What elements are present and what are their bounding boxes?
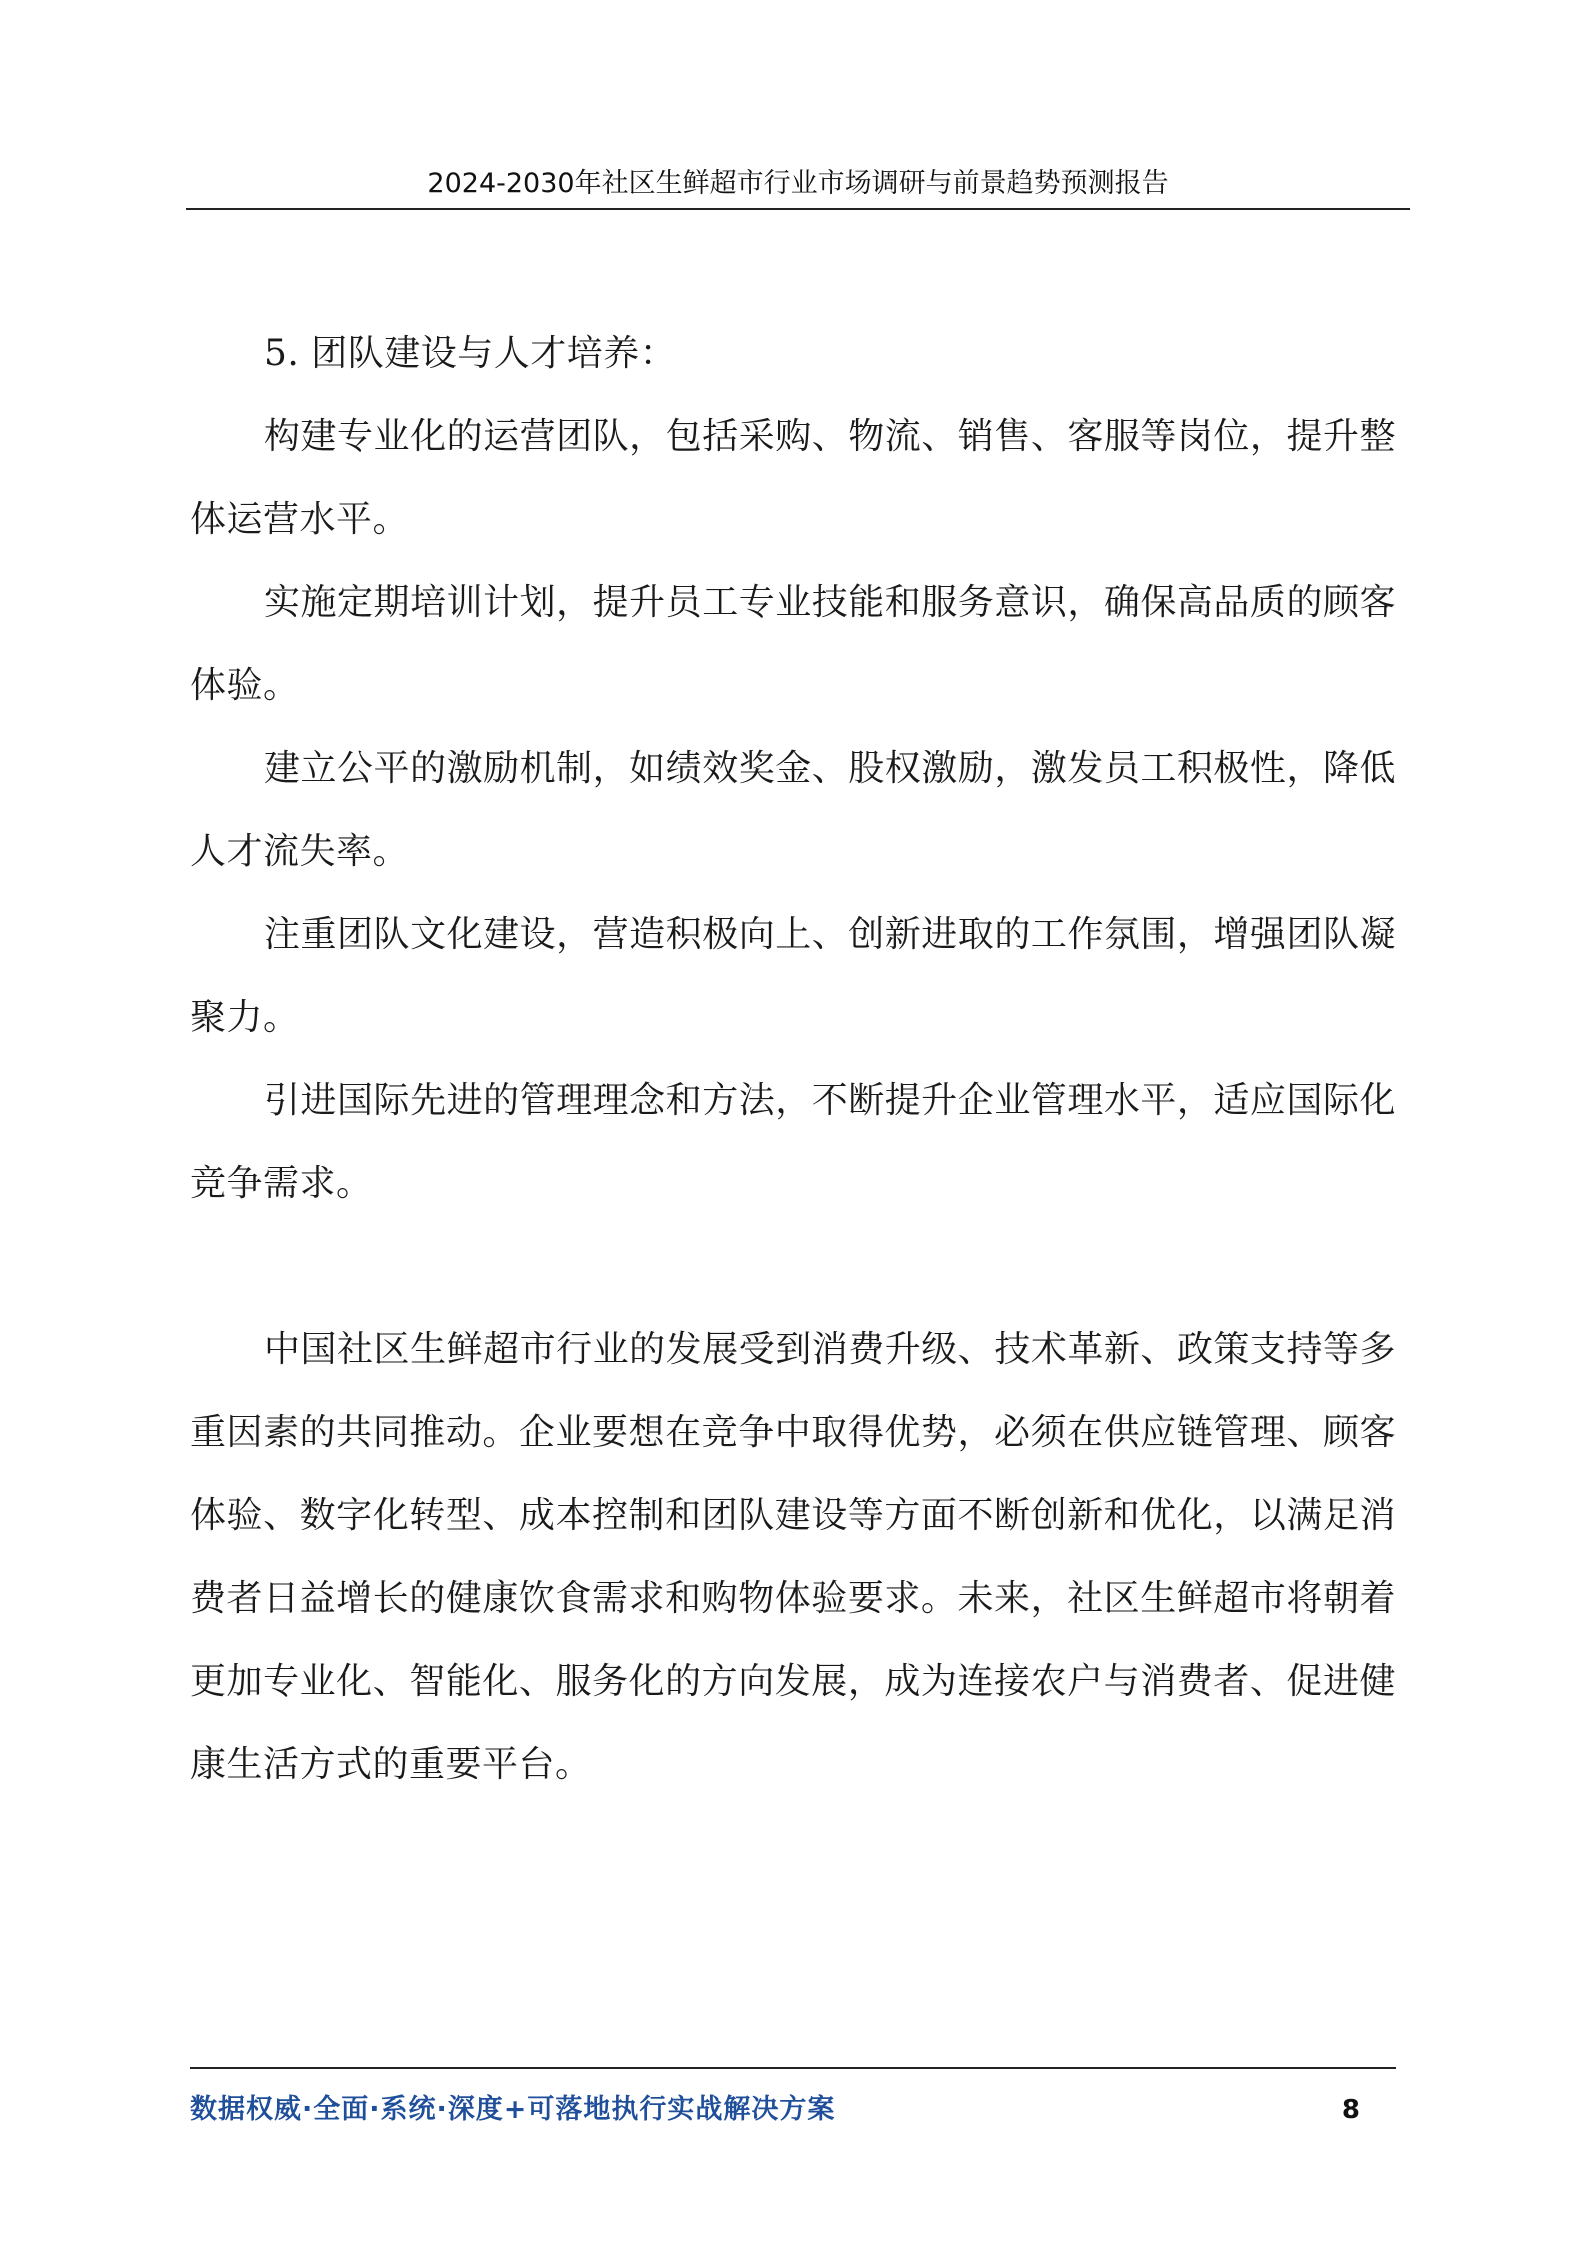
paragraph: 构建专业化的运营团队，包括采购、物流、销售、客服等岗位，提升整体运营水平。 [190, 416, 1396, 540]
paragraph: 注重团队文化建设，营造积极向上、创新进取的工作氛围，增强团队凝聚力。 [190, 914, 1396, 1038]
paragraph-spacer [190, 1225, 1396, 1308]
footer-slogan: 数据权威·全面·系统·深度+可落地执行实战解决方案 [190, 2094, 836, 2125]
paragraph: 实施定期培训计划，提升员工专业技能和服务意识，确保高品质的顾客体验。 [190, 582, 1396, 706]
page-header-title: 2024-2030年社区生鲜超市行业市场调研与前景趋势预测报告 [427, 168, 1169, 199]
conclusion-paragraph: 中国社区生鲜超市行业的发展受到消费升级、技术革新、政策支持等多重因素的共同推动。企业要想在竞争中取得优势，必须在供应链管理、顾客体验、数字化转型、成本控制和团队建设等方面不断创新和优化，以满足消费者日益增长的健康饮食需求和购物体验要求。未来，社区生鲜超市将朝着更加专业化、智能化、服务化的方向发展，成为连接农户与消费者、促进健康生活方式的重要平台。 [190, 1329, 1396, 1785]
paragraph: 建立公平的激励机制，如绩效奖金、股权激励，激发员工积极性，降低人才流失率。 [190, 748, 1396, 872]
header-divider [186, 208, 1410, 210]
page-number: 8 [1341, 2095, 1360, 2125]
page-body [190, 312, 1396, 1806]
paragraph: 引进国际先进的管理理念和方法，不断提升企业管理水平，适应国际化竞争需求。 [190, 1080, 1396, 1204]
section-heading: 5. 团队建设与人才培养： [264, 333, 677, 374]
footer-divider [190, 2067, 1396, 2069]
